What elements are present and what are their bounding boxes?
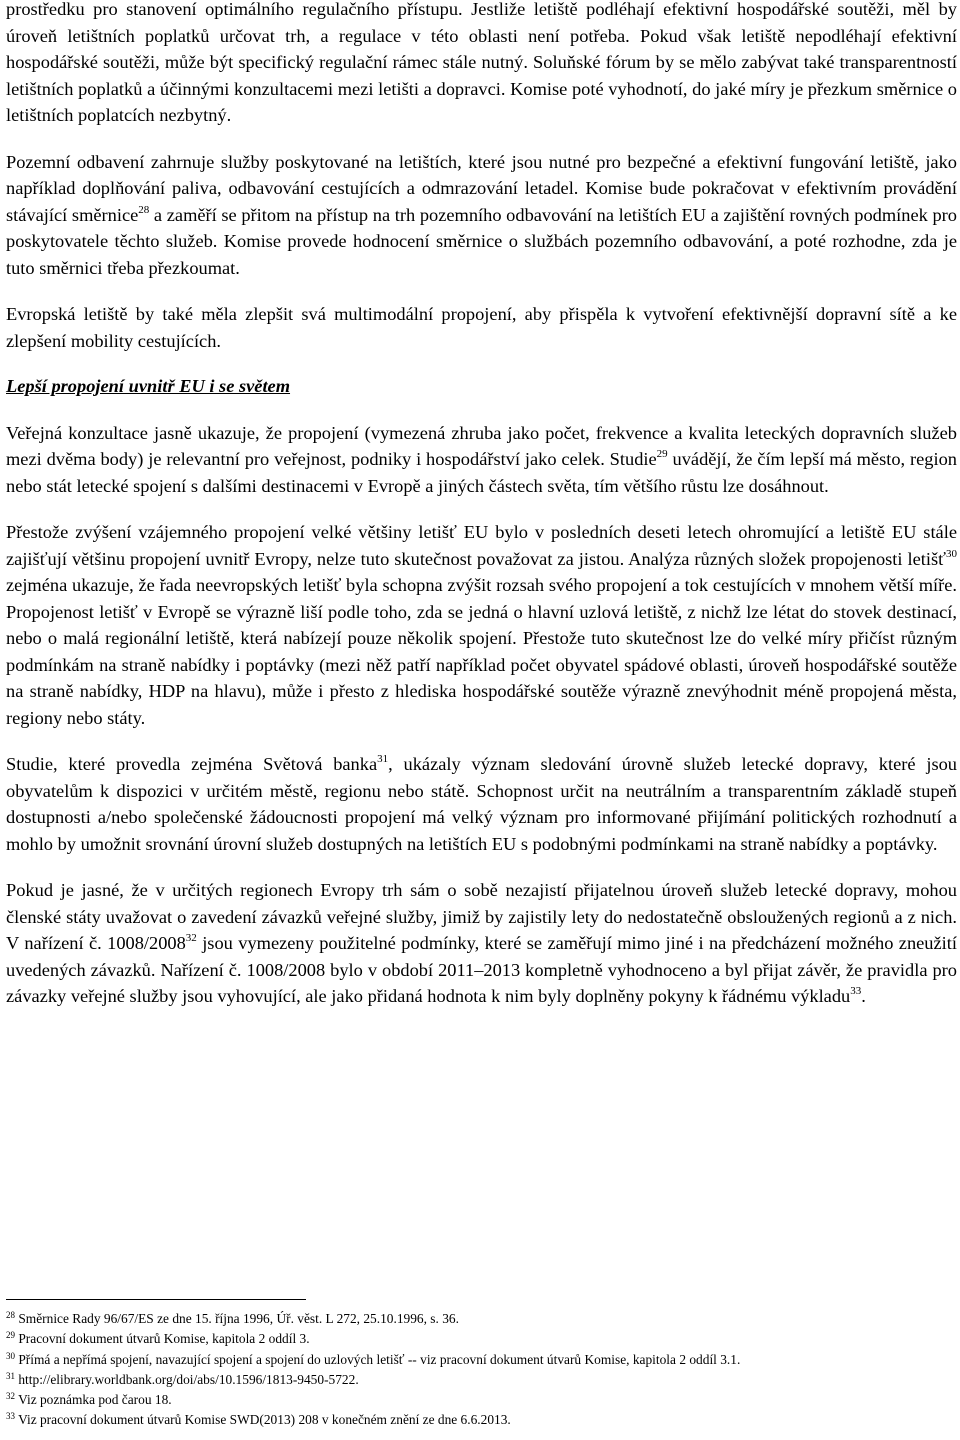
- footnotes: [6, 1309, 956, 1431]
- footnote-link[interactable]: http://elibrary.worldbank.org/doi/abs/10.1596/1813-9450-5722.: [18, 1371, 359, 1387]
- paragraph-text: jsou vymezeny použitelné podmínky, které se zaměřují mimo jiné i na předcházení možného zneužití uvedených závazků. Nařízení č. 1008/2008 bylo v období 2011–2013 kompletně vyhodnoceno a byl přijat závěr, že pravidla pro závazky veřejné služby jsou vyhovující, ale jako přidaná hodnota k nim byly doplněny pokyny k řádnému výkladu: [6, 933, 957, 1006]
- footnote-item: [6, 1309, 956, 1329]
- footnote-number: 28: [6, 1310, 15, 1320]
- footnote-item: [6, 1350, 956, 1370]
- footnote-item: [6, 1370, 956, 1390]
- paragraph-world-bank-studies: [6, 751, 957, 857]
- paragraph-ground-handling: [6, 149, 957, 282]
- footnote-reference[interactable]: 28: [138, 203, 150, 216]
- footnote-text: Viz pracovní dokument útvarů Komise SWD(2013) 208 v konečném znění ze dne 6.6.2013.: [18, 1412, 511, 1428]
- footnote-number: 31: [6, 1370, 15, 1381]
- paragraph-public-service-obligations: [6, 877, 957, 1010]
- footnote-item: [6, 1390, 956, 1410]
- footnote-separator: [6, 1299, 306, 1300]
- footnote-text: Viz poznámka pod čarou 18.: [18, 1392, 172, 1408]
- footnote-number: 29: [6, 1330, 15, 1341]
- paragraph-public-consultation: [6, 420, 957, 500]
- footnote-number: 30: [6, 1350, 15, 1361]
- footnote-item: [6, 1410, 956, 1430]
- footnote-reference[interactable]: 33: [850, 985, 862, 997]
- footnote-reference[interactable]: 29: [656, 448, 668, 460]
- paragraph-connectivity-analysis: [6, 519, 957, 731]
- paragraph-text: zejména ukazuje, že řada neevropských letišť byla schopna zvýšit rozsah svého propojení a tok cestujících v mnohem větší míře. Propojenost letišť v Evropě se výrazně liší podle toho, zda se jedná o hlavní uzlová letiště, z nichž lze létat do stovek destinací, nebo o malá regionální letiště, která nabízejí pouze několik spojení. Přestože tuto skutečnost lze do velké míry přičíst různým podmínkám na straně nabídky i poptávky (mezi něž patří například počet obyvatel spádové oblasti, úroveň hospodářské soutěže na straně nabídky, HDP na hlavu), může i přesto z hlediska hospodářské soutěže výrazně znevýhodnit méně propojená města, regiony nebo státy.: [6, 575, 957, 728]
- paragraph-text: , ukázaly význam sledování úrovně služeb letecké dopravy, které jsou obyvatelům k dispozici v určitém městě, regionu nebo státě. Schopnost určit na neutrálním a transparentním základě stupeň dostupnosti a/nebo společenské žádoucnosti propojení má velký význam pro informované přijímání politických rozhodnutí a mohlo by umožnit srovnání úrovní služeb dostupných na letištích EU s podobnými podmínkami na straně nabídky a poptávky.: [6, 754, 957, 854]
- paragraph-text: Pokud je jasné, že v určitých regionech Evropy trh sám o sobě nezajistí přijatelnou úroveň služeb letecké dopravy, mohou členské státy uvažovat o zavedení závazků veřejné služby, jimiž by zajistily lety do nedostatečně obsloužených regionů a z nich. V nařízení č. 1008/2008: [6, 880, 957, 953]
- footnote-text: Přímá a nepřímá spojení, navazující spojení a spojení do uzlových letišť -- viz pracovní dokument útvarů Komise, kapitola 2 oddíl 3.1.: [18, 1351, 741, 1367]
- section-heading: Lepší propojení uvnitř EU i se světem: [6, 376, 291, 396]
- paragraph-text: Přestože zvýšení vzájemného propojení velké většiny letišť EU bylo v posledních deseti letech ohromující a letiště EU stále zajišťují většinu propojení uvnitř Evropy, nelze tuto skutečnost považovat za jistou. Analýza různých složek propojenosti letišť: [6, 522, 957, 569]
- paragraph-multimodal: [6, 301, 957, 354]
- footnote-reference[interactable]: 32: [185, 932, 197, 944]
- paragraph-text: a zaměří se přitom na přístup na trh pozemního odbavování na letištích EU a zajištění rovných podmínek pro poskytovatele těchto služeb. Komise provede hodnocení směrnice o službách pozemního odbavování, a poté rozhodne, zda je tuto směrnici třeba přezkoumat.: [6, 204, 957, 278]
- footnote-number: 33: [6, 1411, 15, 1422]
- footnote-text: Směrnice Rady 96/67/ES ze dne 15. října 1996, Úř. věst. L 272, 25.10.1996, s. 36.: [18, 1311, 459, 1326]
- paragraph-text: Pozemní odbavení zahrnuje služby poskytované na letištích, které jsou nutné pro bezpečné a efektivní fungování letiště, jako například doplňování paliva, odbavování cestujících a odmrazování letadel. Komise bude pokračovat v efektivním provádění stávající směrnice: [6, 151, 957, 225]
- paragraph-text: Studie, které provedla zejména Světová banka: [6, 754, 378, 774]
- footnote-reference[interactable]: 31: [377, 753, 389, 765]
- paragraph-text: .: [861, 986, 866, 1006]
- footnote-item: [6, 1329, 956, 1349]
- footnote-text: Pracovní dokument útvarů Komise, kapitola 2 oddíl 3.: [18, 1331, 310, 1347]
- footnote-number: 32: [6, 1391, 15, 1402]
- paragraph-text: Evropská letiště by také měla zlepšit svá multimodální propojení, aby přispěla k vytvoření efektivnější dopravní sítě a ke zlepšení mobility cestujících.: [6, 304, 957, 351]
- paragraph-text: uvádějí, že čím lepší má město, region nebo stát letecké spojení s dalšími destinacemi v Evropě a jiných částech světa, tím většího růstu lze dosáhnout.: [6, 449, 957, 496]
- paragraph-text: Veřejná konzultace jasně ukazuje, že propojení (vymezená zhruba jako počet, frekvence a kvalita leteckých dopravních služeb mezi dvěma body) je relevantní pro veřejnost, podniky i hospodářství jako celek. Studie: [6, 422, 957, 469]
- paragraph-airport-charges: [6, 0, 957, 129]
- footnote-reference[interactable]: 30: [946, 547, 957, 560]
- paragraph-text: prostředku pro stanovení optimálního regulačního přístupu. Jestliže letiště podléhají efektivní hospodářské soutěži, měl by úroveň letištních poplatků určovat trh, a regulace v této oblasti není potřeba. Pokud však letiště nepodléhají efektivní hospodářské soutěži, může být specifický regulační rámec stále nutný. Soluňské fórum by se mělo zabývat také transparentností letištních poplatků a účinnými konzultacemi mezi letišti a dopravci. Komise poté vyhodnotí, do jaké míry je přezkum směrnice o letištních poplatcích nezbytný.: [6, 0, 957, 125]
